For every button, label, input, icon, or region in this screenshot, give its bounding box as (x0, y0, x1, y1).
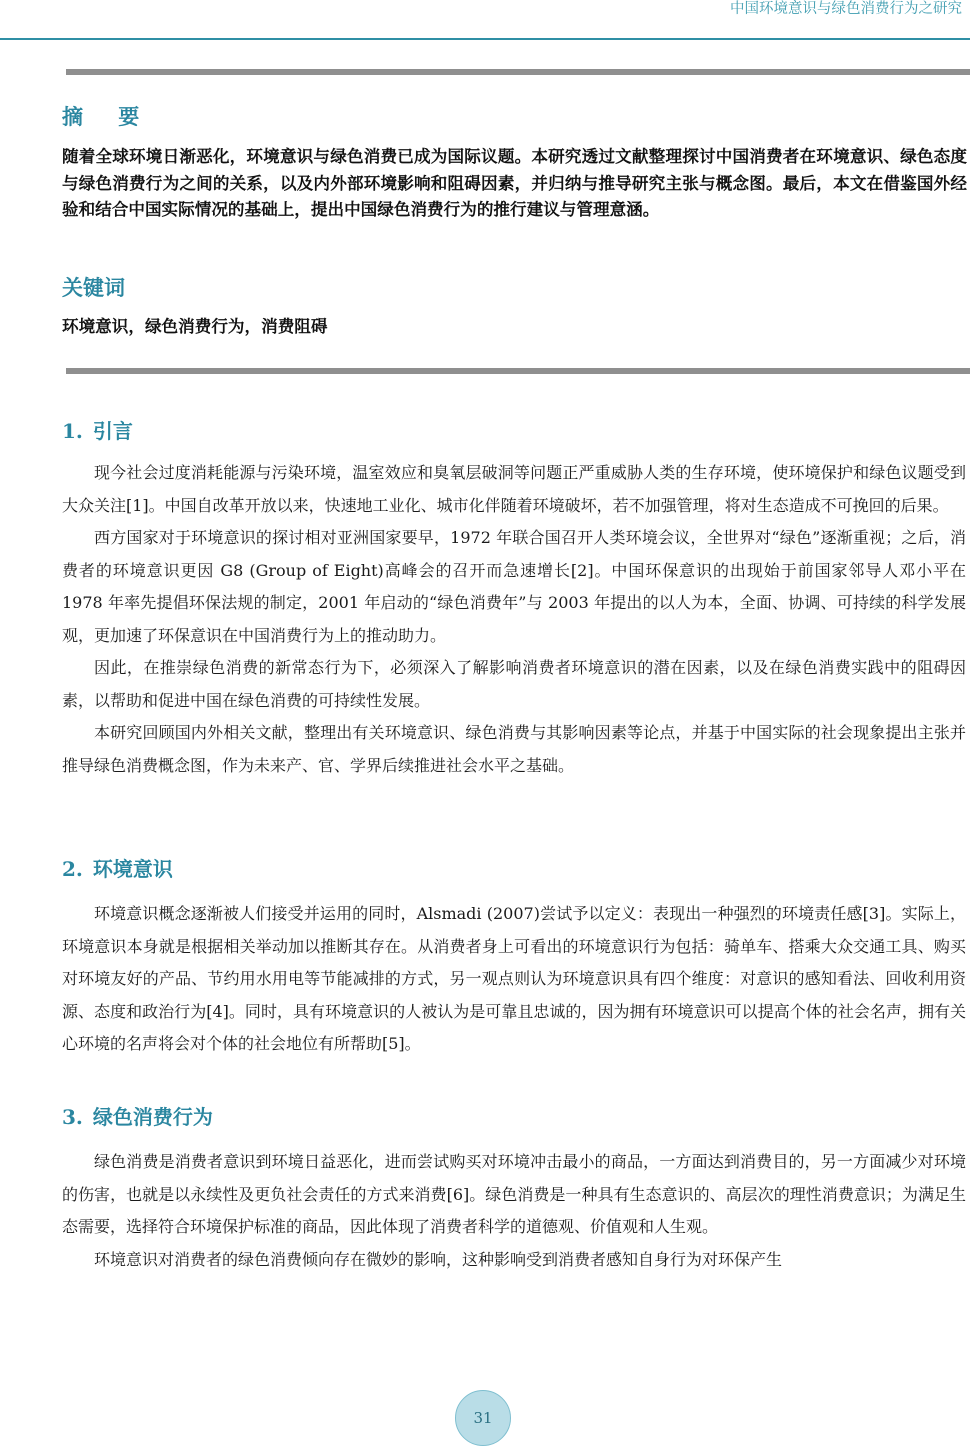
section-heading-environmental-awareness (62, 855, 173, 883)
keywords-text: 环境意识，绿色消费行为，消费阻碍 (62, 317, 328, 336)
paragraph: 因此，在推崇绿色消费的新常态行为下，必须深入了解影响消费者环境意识的潜在因素，以及在绿色消费实践中的阻碍因素，以帮助和促进中国在绿色消费的可持续性发展。 (62, 658, 966, 710)
section-body-environmental-awareness (62, 898, 966, 1061)
section-heading-introduction (62, 417, 133, 445)
abstract-top-rule (66, 69, 970, 75)
page-number-badge (455, 1390, 511, 1446)
paragraph: 本研究回顾国内外相关文献，整理出有关环境意识、绿色消费与其影响因素等论点，并基于中国实际的社会现象提出主张并推导绿色消费概念图，作为未来产、官、学界后续推进社会水平之基础。 (62, 723, 966, 775)
paragraph: 环境意识概念逐渐被人们接受并运用的同时，Alsmadi (2007)尝试予以定义：表现出一种强烈的环境责任感[3]。实际上，环境意识本身就是根据相关举动加以推断其存在。从消费者身上可看出的环境意识行为包括：骑单车、搭乘大众交通工具、购买对环境友好的产品、节约用水用电等节能减排的方式，另一观点则认为环境意识具有四个维度：对意识的感知看法、回收利用资源、态度和政治行为[4]。同时，具有环境意识的人被认为是可靠且忠诚的，因为拥有环境意识可以提高个体的社会名声，拥有关心环境的名声将会对个体的社会地位有所帮助[5]。 (62, 904, 966, 1053)
section-number: 1. (62, 419, 83, 443)
section-number: 2. (62, 857, 83, 881)
abstract-text: 随着全球环境日渐恶化，环境意识与绿色消费已成为国际议题。本研究透过文献整理探讨中国消费者在环境意识、绿色态度与绿色消费行为之间的关系，以及内外部环境影响和阻碍因素，并归纳与推导研究主张与概念图。最后，本文在借鉴国外经验和结合中国实际情况的基础上，提出中国绿色消费行为的推行建议与管理意涵。 (62, 147, 967, 219)
abstract-bottom-rule (66, 368, 970, 374)
section-number: 3. (62, 1105, 83, 1129)
abstract-heading: 摘 要 (62, 105, 154, 129)
section-body-green-consumption (62, 1146, 966, 1276)
paragraph: 西方国家对于环境意识的探讨相对亚洲国家要早，1972 年联合国召开人类环境会议，全世界对“绿色”逐渐重视；之后，消费者的环境意识更因 G8 (Group of Eight)高峰会的召开而急速增长[2]。中国环保意识的出现始于前国家邻导人邓小平在 1978 年率先提倡环保法规的制定，2001 年启动的“绿色消费年”与 2003 年提出的以人为本，全面、协调、可持续的科学发展观，更加速了环保意识在中国消费行为上的推动助力。 (62, 528, 966, 645)
keywords-heading: 关键词 (62, 276, 125, 300)
paragraph: 现今社会过度消耗能源与污染环境，温室效应和臭氧层破洞等问题正严重威胁人类的生存环境，使环境保护和绿色议题受到大众关注[1]。中国自改革开放以来，快速地工业化、城市化伴随着环境破坏，若不加强管理，将对生态造成不可挽回的后果。 (62, 463, 966, 515)
header-rule (0, 38, 970, 40)
running-header-title: 中国环境意识与绿色消费行为之研究 (730, 1, 962, 17)
section-title: 环境意识 (92, 857, 173, 881)
section-body-introduction (62, 457, 966, 782)
paragraph: 环境意识对消费者的绿色消费倾向存在微妙的影响，这种影响受到消费者感知自身行为对环保产生 (94, 1249, 783, 1269)
paragraph: 绿色消费是消费者意识到环境日益恶化，进而尝试购买对环境冲击最小的商品，一方面达到消费目的，另一方面减少对环境的伤害，也就是以永续性及更负社会责任的方式来消费[6]。绿色消费是一种具有生态意识的、高层次的理性消费意识；为满足生态需要，选择符合环境保护标准的商品，因此体现了消费者科学的道德观、价值观和人生观。 (62, 1152, 966, 1236)
section-heading-green-consumption (62, 1103, 213, 1131)
section-title: 引言 (92, 419, 133, 443)
page-number: 31 (473, 1409, 493, 1427)
section-title: 绿色消费行为 (92, 1105, 213, 1129)
